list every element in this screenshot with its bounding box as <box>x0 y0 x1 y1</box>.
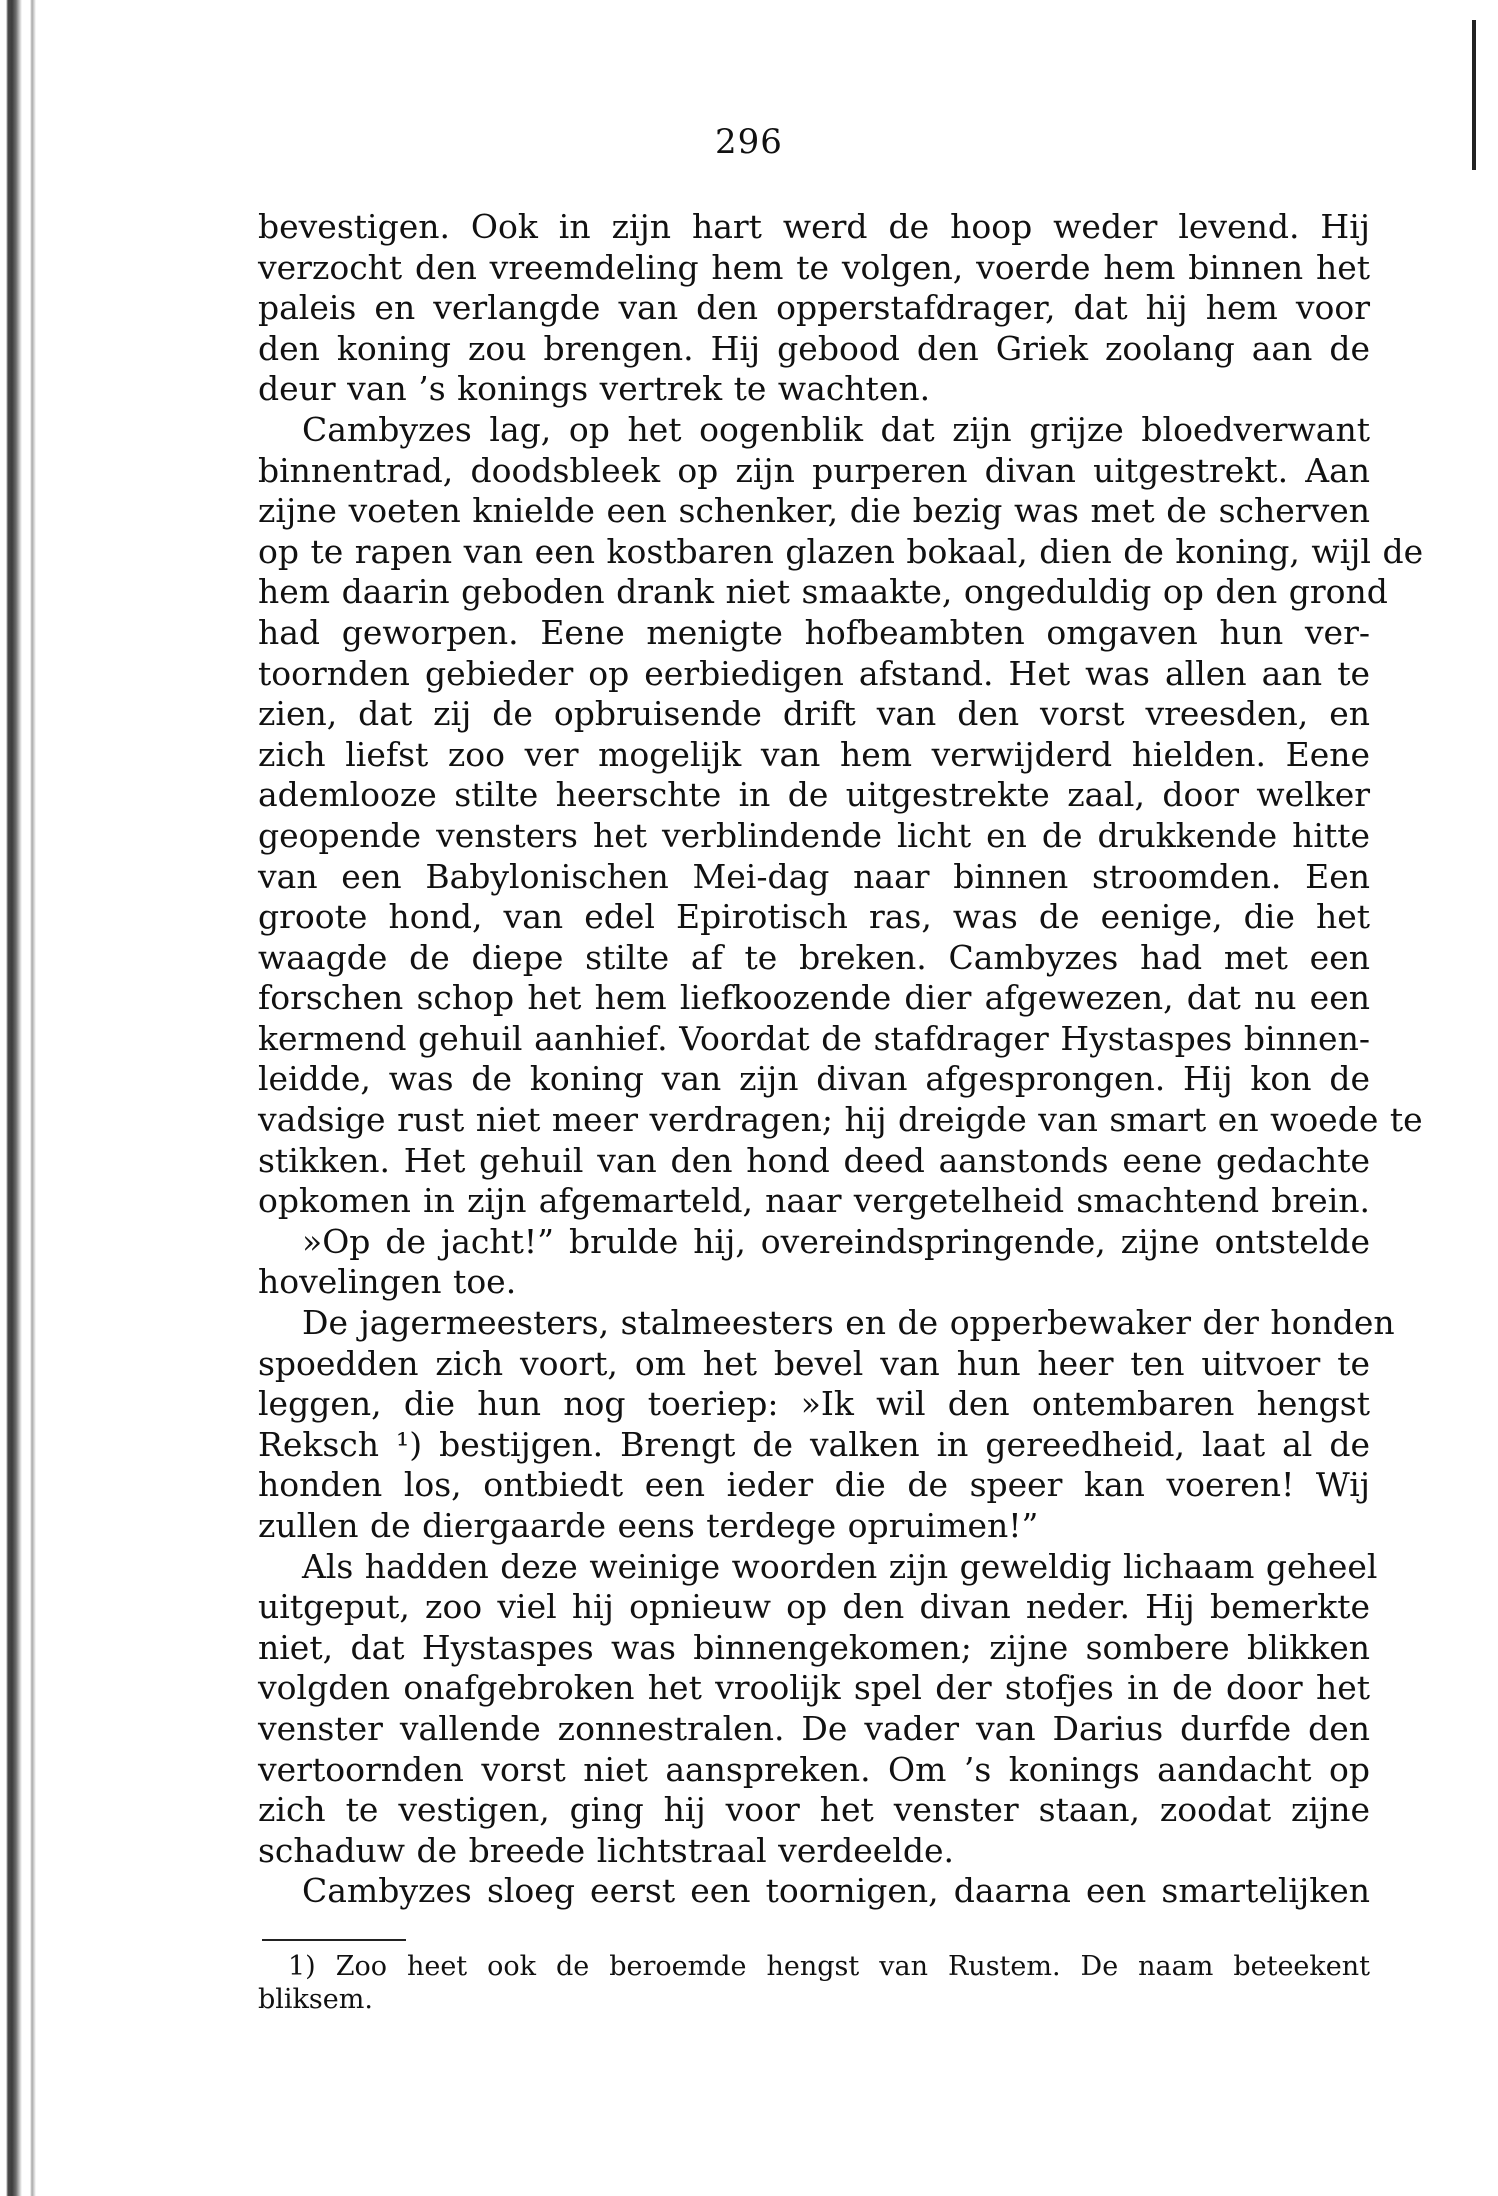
text-line: waagde de diepe stilte af te breken. Cambyzes had met een <box>258 937 1370 977</box>
text-line: deur van ’s konings vertrek te wachten. <box>258 369 931 409</box>
text-line: De jagermeesters, stalmeesters en de opperbewaker der honden <box>302 1303 1395 1343</box>
text-line: binnentrad, doodsbleek op zijn purperen divan uitgestrekt. Aan <box>258 450 1370 490</box>
text-line: hem daarin geboden drank niet smaakte, ongeduldig op den grond <box>258 572 1388 612</box>
text-line: vadsige rust niet meer verdragen; hij dreigde van smart en woede te <box>258 1100 1423 1140</box>
text-line: volgden onafgebroken het vroolijk spel der stofjes in de door het <box>258 1668 1370 1708</box>
text-line: »Op de jacht!” brulde hij, overeindspringende, zijne ontstelde <box>302 1221 1370 1261</box>
binding-edge <box>0 0 46 2196</box>
text-line: Als hadden deze weinige woorden zijn geweldig lichaam geheel <box>302 1546 1378 1586</box>
footnote-line: bliksem. <box>258 1984 373 2015</box>
body-text <box>258 207 1424 1912</box>
text-line: paleis en verlangde van den opperstafdrager, dat hij hem voor <box>258 288 1370 328</box>
text-line: geopende vensters het verblindende licht en de drukkende hitte <box>258 815 1370 855</box>
text-line: uitgeput, zoo viel hij opnieuw op den divan neder. Hij bemerkte <box>258 1587 1370 1627</box>
text-line: venster vallende zonnestralen. De vader van Darius durfde den <box>258 1708 1370 1748</box>
text-line: Cambyzes sloeg eerst een toornigen, daarna een smartelijken <box>302 1871 1370 1911</box>
text-line: toornden gebieder op eerbiedigen afstand. Het was allen aan te <box>258 653 1370 693</box>
text-line: vertoornden vorst niet aanspreken. Om ’s konings aandacht op <box>258 1749 1370 1789</box>
footnote-line: 1) Zoo heet ook de beroemde hengst van Rustem. De naam beteekent <box>288 1951 1370 1982</box>
text-line: zich te vestigen, ging hij voor het venster staan, zoodat zijne <box>258 1790 1370 1830</box>
text-line: op te rapen van een kostbaren glazen bokaal, dien de koning, wijl de <box>258 531 1424 571</box>
text-line: opkomen in zijn afgemarteld, naar vergetelheid smachtend brein. <box>258 1181 1370 1221</box>
text-line: groote hond, van edel Epirotisch ras, was de eenige, die het <box>258 897 1370 937</box>
text-line: niet, dat Hystaspes was binnengekomen; zijne sombere blikken <box>258 1627 1370 1667</box>
text-line: verzocht den vreemdeling hem te volgen, voerde hem binnen het <box>258 247 1370 287</box>
footnote <box>258 1950 1370 2016</box>
text-line: schaduw de breede lichtstraal verdeelde. <box>258 1830 955 1870</box>
text-line: Cambyzes lag, op het oogenblik dat zijn grijze bloedverwant <box>302 409 1370 449</box>
text-line: leggen, die hun nog toeriep: »Ik wil den ontembaren hengst <box>258 1384 1370 1424</box>
text-line: had geworpen. Eene menigte hofbeambten omgaven hun ver- <box>258 612 1370 652</box>
footnote-divider <box>262 1939 406 1941</box>
text-line: den koning zou brengen. Hij gebood den Griek zoolang aan de <box>258 328 1370 368</box>
text-line: hovelingen toe. <box>258 1262 517 1302</box>
text-line: zullen de diergaarde eens terdege opruimen!” <box>258 1506 1039 1545</box>
text-line: stikken. Het gehuil van den hond deed aanstonds eene gedachte <box>258 1140 1370 1180</box>
text-line: spoedden zich voort, om het bevel van hun heer ten uitvoer te <box>258 1343 1370 1383</box>
text-line: zijne voeten knielde een schenker, die bezig was met de scherven <box>258 491 1370 531</box>
text-line: zien, dat zij de opbruisende drift van den vorst vreesden, en <box>258 694 1370 734</box>
text-line: kermend gehuil aanhief. Voordat de stafdrager Hystaspes binnen- <box>258 1018 1370 1058</box>
text-line: Reksch ¹) bestijgen. Brengt de valken in gereedheid, laat al de <box>258 1424 1370 1464</box>
text-line: honden los, ontbiedt een ieder die de speer kan voeren! Wij <box>258 1465 1370 1505</box>
text-line: zich liefst zoo ver mogelijk van hem verwijderd hielden. Eene <box>258 734 1370 774</box>
page-number: 296 <box>715 122 783 162</box>
text-line: forschen schop het hem liefkoozende dier afgewezen, dat nu een <box>258 978 1370 1018</box>
text-line: ademlooze stilte heerschte in de uitgestrekte zaal, door welker <box>258 775 1370 815</box>
text-line: leidde, was de koning van zijn divan afgesprongen. Hij kon de <box>258 1059 1370 1099</box>
text-line: bevestigen. Ook in zijn hart werd de hoop weder levend. Hij <box>258 207 1370 246</box>
text-line: van een Babylonischen Mei-dag naar binnen stroomden. Een <box>258 856 1370 896</box>
